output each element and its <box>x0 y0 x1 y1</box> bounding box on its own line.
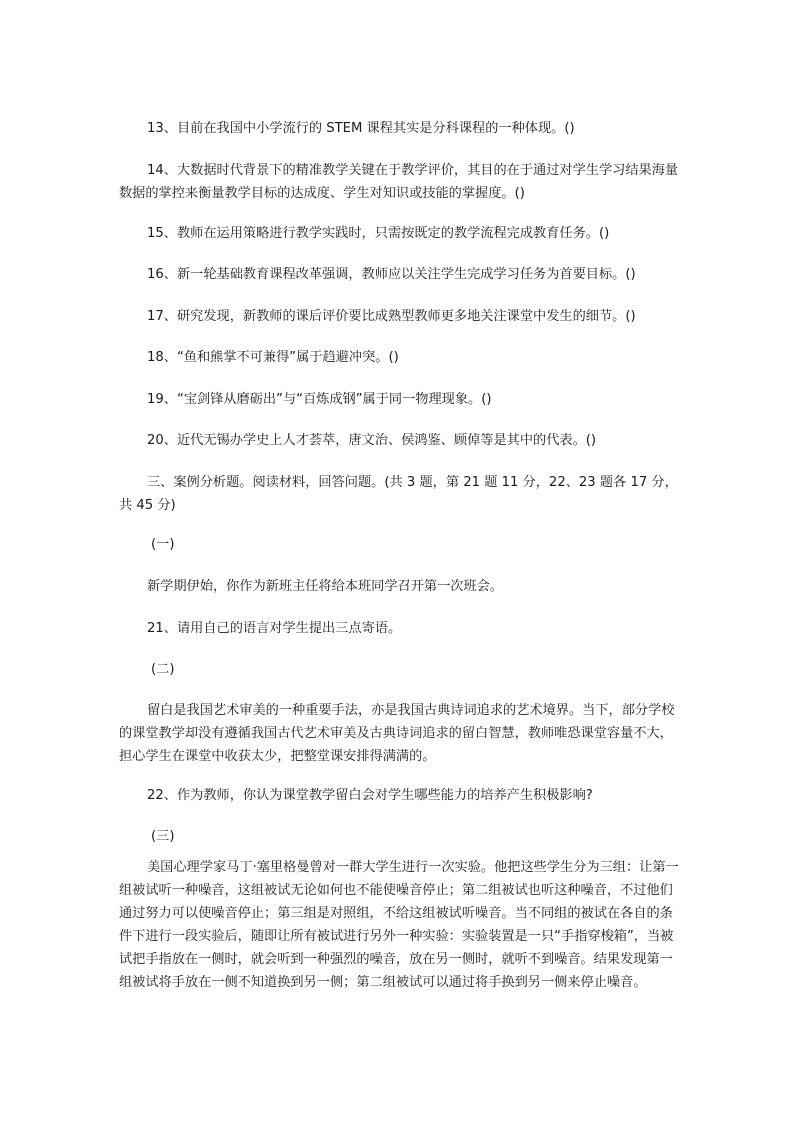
question-21: 21、请用自己的语言对学生提出三点寄语。 <box>147 621 402 636</box>
case-3-label: (三) <box>151 829 175 844</box>
case-1-material: 新学期伊始，你作为新班主任将给本班同学召开第一次班会。 <box>147 579 504 594</box>
question-16: 16、新一轮基础教育课程改革强调，教师应以关注学生完成学习任务为首要目标。() <box>147 267 636 282</box>
question-22: 22、作为教师，你认为课堂教学留白会对学生哪些能力的培养产生积极影响? <box>147 788 593 803</box>
case-1-label: (一) <box>151 537 175 552</box>
question-18: 18、“鱼和熊掌不可兼得”属于趋避冲突。() <box>147 350 399 365</box>
question-20: 20、近代无锡办学史上人才荟萃，唐文治、侯鸿鉴、顾倬等是其中的代表。() <box>147 433 597 448</box>
case-3-material: 美国心理学家马丁·塞里格曼曾对一群大学生进行一次实验。他把这些学生分为三组：让第一组被试听一种噪音，这组被试无论如何也不能使噪音停止；第二组被试也听这种噪音，不过他们通过努力可以使噪音停止；第三组是对照组，不给这组被试听噪音。当不同组的被试在各自的条件下进行一段实验后，随即让所有被试进行另外一种实验：实验装置是一只“手指穿梭箱”，当被试把手指放在一侧时，就会听到一种强烈的噪音，放在另一侧时，就听不到噪音。结果发现第一组被试将手放在一侧不知道换到另一侧；第二组被试可以通过将手换到另一侧来停止噪音。 <box>119 860 679 990</box>
question-17: 17、研究发现，新教师的课后评价要比成熟型教师更多地关注课堂中发生的细节。() <box>147 309 636 324</box>
case-2-label: (二) <box>151 662 175 677</box>
question-15: 15、教师在运用策略进行教学实践时，只需按既定的教学流程完成教育任务。() <box>147 226 610 241</box>
question-19: 19、“宝剑锋从磨砺出”与“百炼成钢”属于同一物理现象。() <box>147 392 492 407</box>
question-13: 13、目前在我国中小学流行的 STEM 课程其实是分科课程的一种体现。() <box>147 121 575 136</box>
section-3-heading: 三、案例分析题。阅读材料，回答问题。(共 3 题，第 21 题 11 分，22、23 题各 17 分，共 45 分) <box>119 475 678 513</box>
case-2-material: 留白是我国艺术审美的一种重要手法，亦是我国古典诗词追求的艺术境界。当下，部分学校的课堂教学却没有遵循我国古代艺术审美及古典诗词追求的留白智慧，教师唯恐课堂容量不大，担心学生在课堂中收获太少，把整堂课安排得满满的。 <box>119 703 675 764</box>
question-14: 14、大数据时代背景下的精准教学关键在于教学评价，其目的在于通过对学生学习结果海量数据的掌控来衡量教学目标的达成度、学生对知识或技能的掌握度。() <box>119 163 679 201</box>
